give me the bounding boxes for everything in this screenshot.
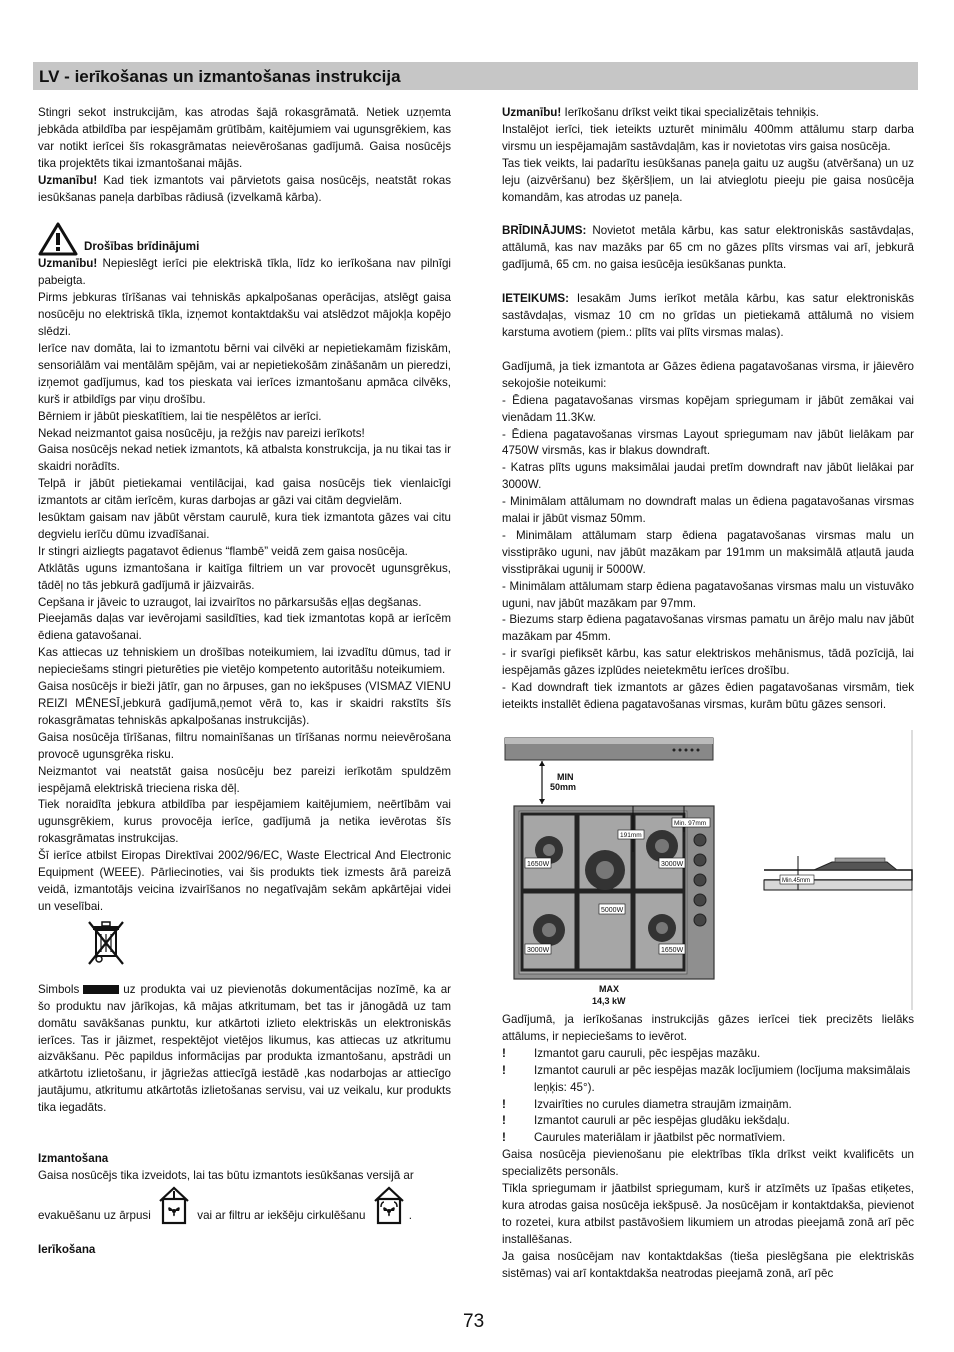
- gas-rule: - Katras plīts uguns maksimālai jaudai pretīm downdraft nav jābūt lielākai par 3000W.: [502, 461, 914, 492]
- gas-rule: - ir svarīgi piefiksēt kārbu, kas satur elektriskos mehānismus, tādā pozīcijā, lai iespējamās gāzes izplūdes neietekmētu ierīces drošību.: [502, 647, 914, 678]
- usage-recirculation-text: vai ar filtru ar iekšēju cirkulēšanu: [197, 1208, 366, 1222]
- gas-rule: - Minimālam attālumam starp ēdiena pagatavošanas virsmas malu un visstiprāko uguni, nav jābūt mazākam par 191mm un maksimālā atļautā jauda visstiprākai ugunij ir 5000W.: [502, 528, 914, 576]
- page-number: 73: [463, 1311, 485, 1332]
- bullet-item: [502, 1097, 914, 1114]
- safety-paragraph: Bērniem ir jābūt pieskatītiem, lai tie nespēlētos ar ierīci.: [38, 409, 322, 423]
- install-title: [38, 1242, 451, 1259]
- safety-warning-label: Uzmanību!: [38, 257, 98, 271]
- intro-warning: [38, 173, 451, 207]
- advice-text: Iesakām Jums ierīkot metāla kārbu, kas satur elektroniskās sastāvdaļas, vismaz 10 cm no grīdas un pietiekamā attālumā no visiem karstuma avotiem (piem.: plīts vai plīts virsmas malas).: [502, 292, 914, 339]
- install-warning-label: Uzmanību!: [502, 106, 562, 119]
- dim-191-label: 191mm: [620, 832, 642, 839]
- spacer: [38, 1225, 451, 1242]
- usage-title: [38, 1151, 451, 1168]
- safety-paragraph: Iesūktam gaisam nav jābūt vērstam caurulē, kura tiek izmantota gāzes vai citu degvielu ierīču dūmu izvadīšanai.: [38, 511, 451, 541]
- bullet-text: Izmantot cauruli ar pēc iespējas gludāku iekšdaļu.: [534, 1114, 790, 1128]
- gas-rule: - Minimālam attālumam no downdraft malas un ēdiena pagatavošanas virsmas malai ir jābūt vismaz 50mm.: [502, 495, 914, 526]
- gas-rule: - Kad downdraft tiek izmantots ar gāzes ēdien pagatavošanas virsmām, tiek ieteikts installēt ēdiena pagatavošanas virsmas, kurām būtu gāzes sensori.: [502, 681, 914, 711]
- weee-paragraph: [38, 982, 451, 1117]
- spacer: [38, 1117, 451, 1134]
- bullet-mark: !: [502, 1131, 506, 1145]
- bullet-item: [502, 1130, 914, 1147]
- gas-rule: - Minimālam attālumam starp ēdiena pagatavošanas virsmas malu un vistuvāko uguni, nav jābūt mazākam par 97mm.: [502, 579, 914, 610]
- bullet-mark: !: [502, 1046, 506, 1060]
- install-paragraph: Tas tiek veikts, lai padarītu iesūkšanas paneļa gaitu uz augšu (atvēršana) un uz leju (aizvēršanu) bez šķēršļiem, un lai atvieglotu pieeju pie gaisa nosūcēja komandām, kas atrodas uz paneļa.: [502, 156, 914, 204]
- bullet-text: Izmantot cauruli ar pēc iespējas mazāk locījumiem (locījuma maksimālais leņķis: 45°).: [534, 1063, 911, 1094]
- usage-modes: [38, 1185, 451, 1225]
- burner-label: 1650W: [661, 947, 684, 954]
- usage-extraction-text: evakuēšanu uz ārpusi: [38, 1208, 151, 1222]
- bullet-item: [502, 1063, 914, 1097]
- safety-paragraph: Gaisa nosūcējs nekad netiek izmantots, kā atbalsta konstrukcija, ja nu tikai tas ir skaidri norādīts.: [38, 443, 451, 474]
- dim-97-label: Min. 97mm: [674, 820, 707, 827]
- safety-paragraph: Ierīce nav domāta, lai to izmantotu bērni vai cilvēki ar nepietiekamām fiziskām, sensoriālām vai mentālām spējām, vai ar nepietiekošām zināšanām un pieredzi, izņemot gadījumus, kad tos pieskata vai ierīces izmantošanu apmāca cilvēks, kurš ir atbildīgs par viņu drošību.: [38, 341, 451, 406]
- safety-paragraph: Šī ierīce atbilst Eiropas Direktīvai 2002/96/EC, Waste Electrical And Electronic Equipment (WEEE). Pārliecinoties, vai šis produkts tiek izmests ārā pareizā veidā, izmantotājs veicina izvairīšanos no negatīvajām sekām apkārtējai videi un veselībai.: [38, 849, 451, 913]
- burner-label: 3000W: [661, 861, 684, 868]
- bullet-mark: !: [502, 1097, 506, 1111]
- recirculation-mode-icon: [372, 1185, 406, 1225]
- hob-diagram: [502, 730, 914, 1010]
- bullet-text: Izmantot garu cauruli, pēc iespējas mazāku.: [534, 1046, 761, 1060]
- usage-text: Gaisa nosūcējs tika izveidots, lai tas būtu izmantots iesūkšanas versijā ar: [38, 1168, 414, 1182]
- warning-block: [502, 223, 914, 274]
- bullet-text: Caurules materiālam ir jāatbilst pēc normatīviem.: [534, 1131, 786, 1145]
- safety-paragraph: Telpā ir jābūt pietiekamai ventilācijai, kad gaisa nosūcējs tiek vienlaicīgi izmantots ar citām ierīcēm, kuras darbojas ar gāzi vai citām degvielām.: [38, 477, 451, 508]
- gas-rule: - Ēdiena pagatavošanas virsmas Layout spriegumam nav jābūt lielākam par 4750W virsmās, kas ir blakus downdraft.: [502, 427, 914, 458]
- safety-paragraph: Pirms jebkuras tīrīšanas vai tehniskās apkalpošanas operācijas, atslēgt gaisa nosūcēju no elektriskā tīkla, izņemot kontaktdakšu vai atslēdzot mājokļa kopējo slēdzi.: [38, 291, 451, 339]
- bullet-text: Izvairīties no curules diametra straujām izmaiņām.: [534, 1097, 792, 1111]
- install-warning-text: Ierīkošanu drīkst veikt tikai specializētais tehniķis.: [561, 106, 820, 119]
- spacer: [38, 1134, 451, 1151]
- spacer: [502, 342, 914, 359]
- safety-paragraph: Tiek noraidīta jebkura atbildība par iespējamiem kaitējumiem, neērtībām vai ugunsgrēkiem, kurus provocēja ierīce, gadījumā ja netika ievērotas šīs rokasgrāmatas instrukcijas.: [38, 798, 451, 846]
- safety-paragraph: Kas attiecas uz tehniskiem un drošības noteikumiem, lai izvadītu dūmus, tad ir nepieciešams stingri pieturēties pie vietējo kompetento autoritāšu noteikumiem.: [38, 646, 451, 677]
- max-value: 14,3 kW: [592, 996, 626, 1006]
- safety-paragraph: Gaisa nosūcēja tīrīšanas, filtru nomainīšanas un tīrīšanas normu neievērošana provocē ugunsgrēka risku.: [38, 730, 451, 761]
- left-column: [38, 105, 451, 1259]
- black-bar-symbol: [83, 985, 119, 994]
- usage-title-text: Izmantošana: [38, 1152, 109, 1166]
- min-45-label: Min.45mm: [782, 878, 811, 884]
- spacer: [502, 274, 914, 291]
- after-figure-text: Gadījumā, ja ierīkošanas instrukcijās gāzes ierīcei tiek precizēts lielāks attālums, ir nepieciešams to ievērot.: [502, 1013, 914, 1043]
- gas-intro: Gadījumā, ja tiek izmantota ar Gāzes ēdiena pagatavošanas virsma, ir jāievēro sekojošie noteikumi:: [502, 359, 914, 390]
- electric-paragraph: Tīkla spriegumam ir jāatbilst spriegumam, kurš ir atzīmēts uz īpašas etiķetes, kura atrodas gaisa nosūcēja iekšpusē. Ja nosūcējam ir kontaktdakša, pievienot to rozetei, kura atbilst pastāvošiem likumiem un atrodas pieejamā zonā arī pēc installēšanas.: [502, 1182, 914, 1246]
- safety-paragraph: Cepšana ir jāveic to uzraugot, lai izvairītos no pārkarsušās eļļas degšanas.: [38, 595, 422, 609]
- safety-paragraph: Pieejamās daļas var ievērojami sasildīties, kad tiek izmantotas kopā ar ierīcēm ēdiena gatavošanai.: [38, 612, 451, 643]
- weee-symbol: [86, 920, 451, 970]
- weee-crossed-bin-icon: [86, 920, 126, 968]
- safety-paragraph: Nekad neizmantot gaisa nosūcēju, ja režģis nav pareizi ierīkots!: [38, 426, 365, 440]
- advice-block: [502, 291, 914, 342]
- warning-text: Novietot metāla kārbu, kas satur elektroniskās sastāvdaļas, attālumā, kas nav mazāks par 65 cm no gāzes plīts virsmas vai arī, jebkurā gadījumā, 65 cm. no gaisa iesūcēja iesūkšanas punkta.: [502, 224, 914, 272]
- min-50-label-line1: MIN: [557, 772, 574, 782]
- intro-warning-label: Uzmanību!: [38, 173, 98, 187]
- electric-paragraph: Gaisa nosūcēja pievienošanu pie elektrības tīkla drīkst veikt kvalificēts un specializēts personāls.: [502, 1148, 914, 1179]
- intro-warning-text: Kad tiek izmantots vai pārvietots gaisa nosūcējs, neatstāt rokas iesūkšanas paneļa darbības rādiusā (izvelkamā kārba).: [38, 173, 451, 204]
- gas-rule: - Ēdiena pagatavošanas virsmas kopējam spriegumam ir jābūt zemākai vai vienādam 11.3Kw.: [502, 393, 914, 424]
- spacer: [502, 206, 914, 223]
- warning-label: BRĪDINĀJUMS:: [502, 224, 587, 238]
- install-warning: [502, 105, 914, 122]
- electric-paragraph: Ja gaisa nosūcējam nav kontaktdakšas (tieša pieslēgšana pie elektriskās sistēmas) vai arī kontaktdakša neatrodas pieejamā zonā, arī pēc: [502, 1249, 914, 1280]
- advice-label: IETEIKUMS:: [502, 292, 569, 306]
- safety-warning-text: Nepieslēgt ierīci pie elektriskā tīkla, līdz ko ierīkošana nav pilnīgi pabeigta.: [38, 257, 451, 288]
- intro-text: Stingri sekot instrukcijām, kas atrodas šajā rokasgrāmatā. Netiek uzņemta jebkāda atbildība par iespējamām grūtībām, kaitējumiem vai ugunsgrēkiem, kas var notikt ierīcei šīs rokasgrāmatas neievērošanas gadījumā. Gaisa nosūcējs tika projektēts tikai izmantošanai mājās.: [38, 106, 451, 170]
- safety-warning: [38, 256, 451, 290]
- safety-heading: [38, 222, 451, 256]
- safety-paragraph: Ir stingri aizliegts pagatavot ēdienus “flambē” veidā zem gaisa nosūcēja.: [38, 544, 408, 558]
- weee-text: uz produkta vai uz pievienotās dokumentācijas nozīmē, ka ar šo produktu nav jārīkojas, kā mājas atkritumam, bet tas ir jānogādā uz tam domātu savākšanas punktu, kur atkārtoti izlieto elektriskās un elektroniskās ierīces. Tas ir jāizmet, respektējot vietējos likumus, kas attiecas uz atkritumu aizvākšanu. Pēc papildus informācijas par produkta izmantošanu, apstrādi un atkārtotu izlietošanu, ir jāgriežas attiecīgā iestādē ,kas nodarbojas ar attiecīgo jautājumu, atkritumu atkārtotās izlietošanas servisu, vai uz veikalu, kur produkts tika iegadāts.: [38, 982, 451, 1115]
- safety-paragraph: Neizmantot vai neatstāt gaisa nosūcēju bez pareizi ierīkotām spuldzēm iespējamā elektriskā trieciena riska dēļ.: [38, 764, 451, 795]
- right-column: [502, 105, 914, 714]
- section-header: [33, 62, 918, 90]
- burner-label: 3000W: [527, 947, 550, 954]
- safety-title: Drošības brīdinājumi: [84, 240, 200, 254]
- burner-label: 5000W: [601, 907, 624, 914]
- gas-rule: - Biezums starp ēdiena pagatavošanas virsmas pamatu un ārējo malu nav jābūt mazākam par 45mm.: [502, 613, 914, 644]
- min-50-label-line2: 50mm: [550, 782, 577, 792]
- extraction-mode-icon: [157, 1185, 191, 1225]
- burner-label: 1650W: [527, 861, 550, 868]
- install-paragraph: Instalējot ierīci, tiek ieteikts uzturēt minimālu 400mm attālumu starp darba virsmu un iespējamajām sastāvdaļām, kas ir novietotas virs gaisa nosūcēja.: [502, 122, 914, 153]
- safety-paragraph: Gaisa nosūcējs ir bieži jātīr, gan no ārpuses, gan no iekšpuses (VISMAZ VIENU REIZI MĒNESĪ,jebkurā gadījumā,ņemot vērā to, kas ir skaidri rakstīts šīs rokasgrāmatas tehniskās apkalpošanas instrukcijās).: [38, 680, 451, 727]
- bullet-item: [502, 1046, 914, 1063]
- bullet-mark: !: [502, 1063, 506, 1077]
- safety-paragraph: Atklātās uguns izmantošana ir kaitīga filtriem un var provocēt ugunsgrēkus, tādēļ no tās jebkurā gadījumā ir jāizvairās.: [38, 561, 451, 592]
- symbol-word: Simbols: [38, 982, 80, 996]
- bullet-item: [502, 1113, 914, 1130]
- warning-triangle-icon: [38, 222, 78, 256]
- max-label: MAX: [599, 984, 619, 994]
- usage-period: .: [408, 1208, 412, 1222]
- page-title: LV - ierīkošanas un izmantošanas instrukcija: [39, 67, 401, 86]
- install-title-text: Ierīkošana: [38, 1242, 96, 1256]
- right-column-bottom: [502, 1012, 914, 1283]
- bullet-mark: !: [502, 1114, 506, 1128]
